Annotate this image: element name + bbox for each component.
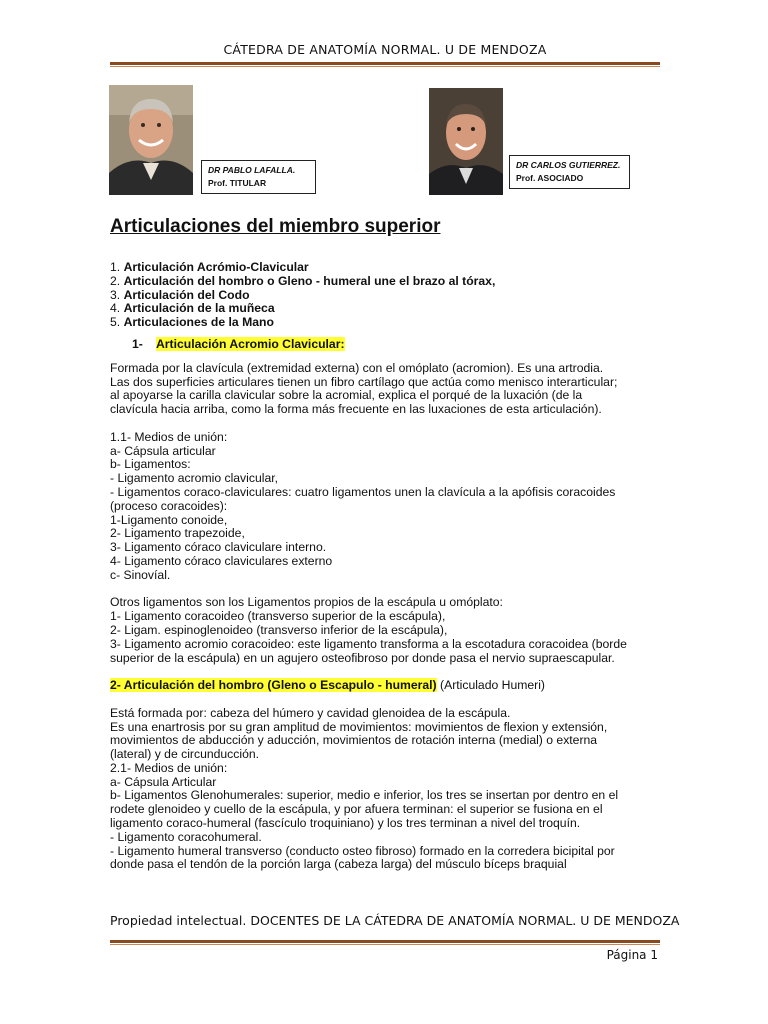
toc-item [110, 289, 660, 303]
text-line: rodete glenoideo y cuello de la escápula, y por afuera terminan: el superior se fusiona en el [110, 802, 603, 817]
text-line: - Ligamento acromio clavicular, [110, 471, 278, 486]
document-body [110, 261, 660, 872]
professor-role: Prof. ASOCIADO [516, 173, 584, 183]
text-line: 1-Ligamento conoide, [110, 512, 228, 527]
toc-text: Articulación del Codo [123, 287, 250, 302]
toc-num: 4. [110, 301, 121, 316]
toc-item [110, 275, 660, 289]
professor-namebox-1 [201, 160, 316, 194]
text-line: - Ligamentos coraco-claviculares: cuatro ligamentos unen la clavícula a la apófisis coracoides [110, 484, 616, 499]
page-number: Página 1 [606, 948, 658, 962]
text-line: ligamento coraco-humeral (fascículo troquiniano) y los tres terminan a nivel del troquín. [110, 816, 581, 831]
text-line: Otros ligamentos son los Ligamentos propios de la escápula u omóplato: [110, 595, 503, 610]
section1-otros [110, 596, 660, 665]
text-line: - Ligamento humeral transverso (conducto osteo fibroso) formado en la corredera bicipital por [110, 843, 615, 858]
section1-medios [110, 431, 660, 583]
page-header: CÁTEDRA DE ANATOMÍA NORMAL. U DE MENDOZA [223, 42, 547, 57]
text-line: - Ligamento coracohumeral. [110, 829, 262, 844]
text-line: clavícula hacia arriba, como la forma más frecuente en las luxaciones de esta articulación). [110, 402, 602, 417]
text-line: Está formada por: cabeza del húmero y cavidad glenoidea de la escápula. [110, 705, 511, 720]
footer-rule [110, 940, 660, 945]
toc-text: Articulación del hombro o Gleno - humeral une el brazo al tórax, [123, 273, 496, 288]
toc-text: Articulaciones de la Mano [123, 315, 274, 330]
professor-name: DR CARLOS GUTIERREZ. [516, 160, 621, 170]
text-line: Las dos superficies articulares tienen un fibro cartílago que actúa como menisco interarticular; [110, 374, 618, 389]
text-line: c- Sinovíal. [110, 567, 171, 582]
header-rule [110, 62, 660, 67]
text-line: Formada por la clavícula (extremidad externa) con el omóplato (acromion). Es una artrodia. [110, 360, 604, 375]
text-line: 3- Ligamento córaco claviculare interno. [110, 540, 327, 555]
text-line: donde pasa el tendón de la porción larga (cabeza larga) del músculo bíceps braquial [110, 857, 567, 872]
section2-body [110, 707, 660, 873]
text-line: (proceso coracoides): [110, 498, 228, 513]
text-line: 2.1- Medios de unión: [110, 760, 228, 775]
section2-subtitle: (Articulado Humeri) [436, 678, 545, 693]
text-line: 1.1- Medios de unión: [110, 429, 228, 444]
toc-list [110, 261, 660, 330]
professor-namebox-2 [509, 155, 630, 189]
toc-num: 1. [110, 260, 121, 274]
text-line: b- Ligamentos: [110, 457, 191, 472]
text-line: movimientos de abducción y aducción, movimientos de rotación interna (medial) o externa [110, 733, 598, 748]
text-line: al apoyarse la carilla clavicular sobre la acromial, explica el porqué de la luxación (de la [110, 388, 583, 403]
text-line: 4- Ligamento córaco claviculares externo [110, 553, 333, 568]
footer-note: Propiedad intelectual. DOCENTES DE LA CÁTEDRA DE ANATOMÍA NORMAL. U DE MENDOZA [110, 913, 680, 928]
text-line: 3- Ligamento acromio coracoideo: este ligamento transforma a la escotadura coracoidea (borde [110, 636, 627, 651]
toc-num: 5. [110, 315, 121, 330]
professor-name: DR PABLO LAFALLA. [208, 165, 296, 175]
text-line: 2- Ligamento trapezoide, [110, 526, 245, 541]
section1-num: 1- [132, 336, 143, 351]
section1-heading [110, 338, 660, 352]
section1-intro [110, 362, 660, 417]
toc-item [110, 261, 660, 275]
toc-text: Articulación Acrómio-Clavicular [123, 260, 309, 274]
text-line: Es una enartrosis por su gran amplitud de movimientos: movimientos de flexion y extensión, [110, 719, 608, 734]
toc-num: 2. [110, 273, 121, 288]
text-line: 1- Ligamento coracoideo (transverso superior de la escápula), [110, 609, 446, 624]
text-line: a- Cápsula Articular [110, 774, 217, 789]
professor-photo-1 [109, 85, 193, 195]
text-line: 2- Ligam. espinoglenoideo (transverso inferior de la escápula), [110, 622, 448, 637]
text-line: b- Ligamentos Glenohumerales: superior, medio e inferior, los tres se insertan por dentro en el [110, 788, 619, 803]
section2-title: 2- Articulación del hombro (Gleno o Escapulo - humeral) [110, 678, 437, 693]
toc-item [110, 316, 660, 330]
section2-heading [110, 679, 660, 693]
section1-title: Articulación Acromio Clavicular: [156, 336, 345, 351]
toc-num: 3. [110, 287, 121, 302]
professor-photo-2 [429, 88, 503, 195]
professor-role: Prof. TITULAR [208, 178, 267, 188]
text-line: (lateral) y de circunducción. [110, 747, 260, 762]
page-title: Articulaciones del miembro superior [110, 216, 441, 237]
text-line: a- Cápsula articular [110, 443, 216, 458]
toc-item [110, 302, 660, 316]
text-line: superior de la escápula) en un agujero osteofibroso por donde pasa el nervio supraescapular. [110, 650, 615, 665]
toc-text: Articulación de la muñeca [123, 301, 275, 316]
